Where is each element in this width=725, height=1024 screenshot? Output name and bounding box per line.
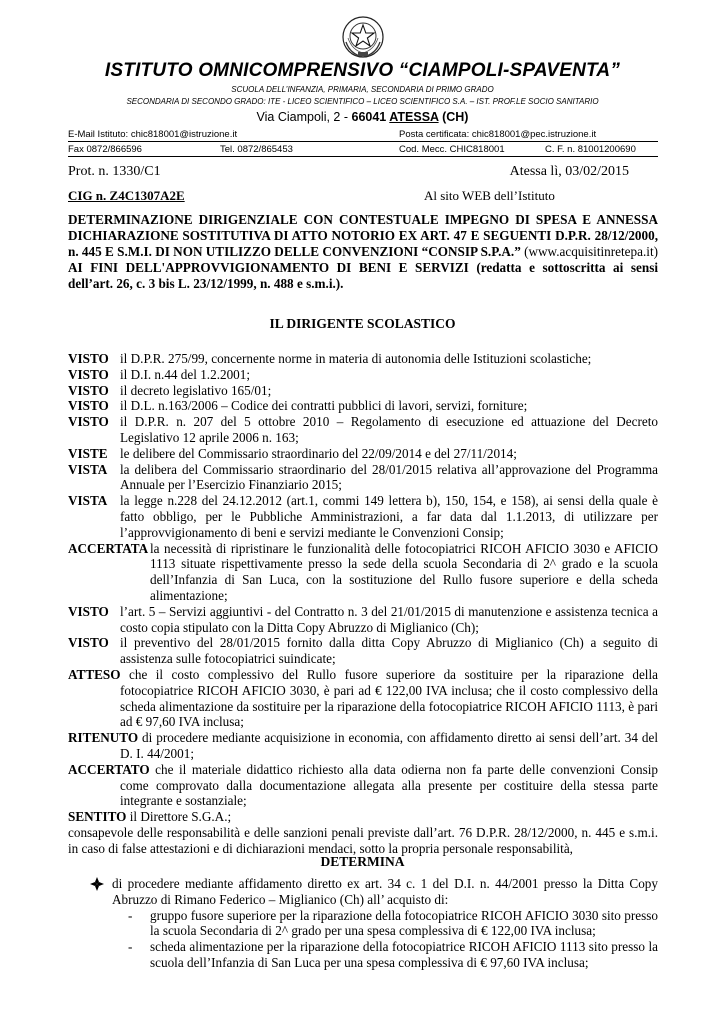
consideration-item [68, 351, 658, 367]
place-date: Atessa lì, 03/02/2015 [509, 164, 629, 179]
determina-list [88, 876, 658, 971]
consideration-item [68, 446, 658, 462]
consideration-item [68, 635, 658, 667]
consideration-keyword: ACCERTATA [68, 540, 149, 556]
consideration-item [68, 383, 658, 399]
sentito-text: il Direttore S.G.A.; [126, 809, 232, 825]
determination-title-website: (www.acquisitinretepa.it) [524, 244, 658, 259]
consideration-text: il D.L. n.163/2006 – Codice dei contratti pubblici di lavori, servizi, forniture; [120, 398, 528, 414]
dash-marker: - [128, 907, 133, 923]
consideration-item [68, 541, 658, 604]
consideration-text: il decreto legislativo 165/01; [120, 382, 272, 398]
institute-cf: C. F. n. 81001200690 [545, 144, 636, 155]
consideration-item [68, 367, 658, 383]
hanging-keyword: RITENUTO [68, 730, 139, 746]
determination-title-part3: AI FINI DELL'APPROVVIGIONAMENTO DI BENI E SERVIZI (redatta e sottoscritta ai sensi dell’art. 26, c. 3 bis L. 23/12/1999, n. 488 e s.m.i.). [68, 260, 658, 291]
institute-tel: Tel. 0872/865453 [220, 144, 293, 155]
dash-marker: - [128, 939, 133, 955]
consideration-text: il D.I. n.44 del 1.2.2001; [120, 366, 251, 382]
determina-sub-text: scheda alimentazione per la riparazione della fotocopiatrice RICOH AFICIO 1113 sito presso la scuola dell’Infanzia di San Luca per una spesa complessiva di € 97,60 IVA inclusa; [150, 939, 658, 970]
hanging-paragraph [68, 730, 658, 762]
consideration-keyword: VISTO [68, 414, 109, 430]
consideration-text: le delibere del Commissario straordinario del 22/09/2014 e del 27/11/2014; [120, 445, 517, 461]
institute-cod-mecc: Cod. Mecc. CHIC818001 [399, 144, 505, 155]
institute-name: ISTITUTO OMNICOMPRENSIVO “CIAMPOLI-SPAVENTA” [104, 60, 621, 81]
address-street: Via Ciampoli, 2 - [256, 110, 352, 124]
institute-subtitle-2: SECONDARIA DI SECONDO GRADO: ITE - LICEO SCIENTIFICO – LICEO SCIENTIFICO S.A. – IST. PROF.LE SOCIO SANITARIO [126, 97, 599, 106]
address-city: ATESSA [389, 110, 439, 124]
consideration-text: il D.P.R. n. 207 del 5 ottobre 2010 – Regolamento di esecuzione ed attuazione del Decreto Legislativo 12 aprile 2006 n. 163; [120, 414, 658, 445]
hanging-paragraph [68, 762, 658, 809]
consideration-keyword: VISTO [68, 603, 109, 619]
considerations-list [68, 351, 658, 667]
sentito-keyword: SENTITO [68, 809, 127, 825]
determina-bullet-text: di procedere mediante affidamento diretto ex art. 34 c. 1 del D.I. n. 44/2001 presso la Ditta Copy Abruzzo di Rimano Federico – Miglianico (Ch) all’ acquisto di: [112, 876, 658, 907]
determina-sub-item [88, 908, 658, 940]
institute-email: E-Mail Istituto: chic818001@istruzione.it [68, 129, 238, 140]
address-cap: 66041 [351, 110, 390, 124]
consideration-text: la legge n.228 del 24.12.2012 (art.1, commi 149 lettera b), 150, 154, e 158), ai sensi della quale è fatto obbligo, per le Pubbliche Amministrazioni, a far data dal 1.1.2013, di utilizzare per l’approvvigionamento di beni e servizi mediante le Convenzioni Consip; [120, 493, 658, 540]
determina-sub-item [88, 939, 658, 971]
consideration-keyword: VISTE [68, 445, 108, 461]
dirigente-heading: IL DIRIGENTE SCOLASTICO [269, 316, 456, 331]
institute-address [0, 110, 725, 124]
consideration-text: l’art. 5 – Servizi aggiuntivi - del Contratto n. 3 del 21/01/2015 di manutenzione e assistenza tecnica a costo copia stipulato con la Ditta Copy Abruzzo di Miglianico (Ch); [120, 603, 658, 635]
determina-heading: DETERMINA [320, 854, 405, 869]
consideration-text: la necessità di ripristinare le funzionalità delle fotocopiatrici RICOH AFICIO 3030 e AFICIO 1113 situate rispettivamente presso la sede della scuola Secondaria di 2^ grado e la scuola dell’Infanzia di San Luca, con la sostituzione del Rullo fusore superiore e della scheda alimentazione; [150, 540, 658, 603]
determina-bullet-item [88, 876, 658, 908]
determina-sub-text: gruppo fusore superiore per la riparazione della fotocopiatrice RICOH AFICIO 3030 sito presso la scuola Secondaria di 2^ grado per una spesa complessiva di € 122,00 IVA inclusa; [150, 907, 658, 939]
hanging-keyword: ATTESO [68, 666, 121, 682]
sentito-paragraph [68, 809, 658, 825]
hanging-paragraph [68, 667, 658, 730]
consideration-keyword: VISTO [68, 635, 109, 651]
institute-subtitle-1: SCUOLA DELL’INFANZIA, PRIMARIA, SECONDARIA DI PRIMO GRADO [231, 85, 494, 94]
cig-code: CIG n. Z4C1307A2E [68, 188, 185, 203]
consideration-keyword: VISTO [68, 398, 109, 414]
recipient: Al sito WEB dell’Istituto [424, 188, 555, 203]
hanging-paragraphs [68, 667, 658, 809]
consideration-text: il preventivo del 28/01/2015 fornito dalla ditta Copy Abruzzo di Miglianico (Ch) a seguito di assistenza sulle fotocopiatrici suindicate; [120, 635, 658, 667]
consideration-keyword: VISTO [68, 382, 109, 398]
hanging-text: che il materiale didattico richiesto alla data odierna non fa parte delle convenzioni Consip come comprovato dalla documentazione allegata alla presente per costituire della stessa parte integrante e sostanziale; [120, 761, 658, 809]
hanging-text: di procedere mediante acquisizione in economia, con affidamento diretto ai sensi dell’art. 34 del D. I. 44/2001; [120, 730, 658, 761]
consideration-keyword: VISTO [68, 366, 109, 382]
institute-fax: Fax 0872/866596 [68, 144, 142, 155]
hanging-keyword: ACCERTATO [68, 761, 150, 777]
determination-title-part1: DETERMINAZIONE DIRIGENZIALE CON CONTESTUALE IMPEGNO DI SPESA E ANNESSA DICHIARAZIONE SOSTITUTIVA DI ATTO NOTORIO EX ART. 47 E SEGUENTI D.P.R. 28/12/2000, n. 445 E S.M.I. DI NON UTILIZZO DELLE CONVENZIONI “CONSIP S.P.A.” [68, 212, 658, 259]
consideration-item [68, 462, 658, 494]
hanging-text: che il costo complessivo del Rullo fusore superiore da sostituire per la riparazione della fotocopiatrice RICOH AFICIO 3030, è pari ad € 122,00 IVA inclusa; che il costo complessivo della scheda alimentazione da sostituire per la riparazione della fotocopiatrice RICOH AFICIO 1113, è pari ad € 97,60 IVA inclusa; [120, 666, 658, 730]
consideration-keyword: VISTO [68, 351, 109, 366]
consideration-keyword: VISTA [68, 493, 108, 509]
italian-republic-emblem [340, 14, 386, 60]
awareness-paragraph: consapevole delle responsabilità e delle sanzioni penali previste dall’art. 76 D.P.R. 28/12/2000, n. 445 e s.m.i. in caso di false attestazioni e di dichiarazioni mendaci, sotto la propria personale responsabilità, [68, 824, 658, 856]
protocol-number: Prot. n. 1330/C1 [68, 164, 161, 179]
consideration-keyword: VISTA [68, 461, 108, 477]
contacts-block [68, 129, 658, 158]
consideration-text: il D.P.R. 275/99, concernente norme in materia di autonomia delle Istituzioni scolastiche; [120, 351, 592, 366]
header-divider [68, 156, 658, 157]
consideration-item [68, 398, 658, 414]
consideration-item [68, 414, 658, 446]
consideration-item [68, 493, 658, 540]
considerations-section [68, 351, 658, 857]
address-province: (CH) [438, 110, 469, 124]
diamond-bullet-icon [88, 876, 106, 892]
consideration-text: la delibera del Commissario straordinario del 28/01/2015 relativa all’approvazione del Programma Annuale per l’Esercizio Finanziario 2015; [120, 461, 658, 493]
consideration-item [68, 604, 658, 636]
determination-title [68, 212, 658, 292]
header-divider-thin [68, 141, 658, 142]
institute-pec: Posta certificata: chic818001@pec.istruzione.it [399, 129, 597, 140]
